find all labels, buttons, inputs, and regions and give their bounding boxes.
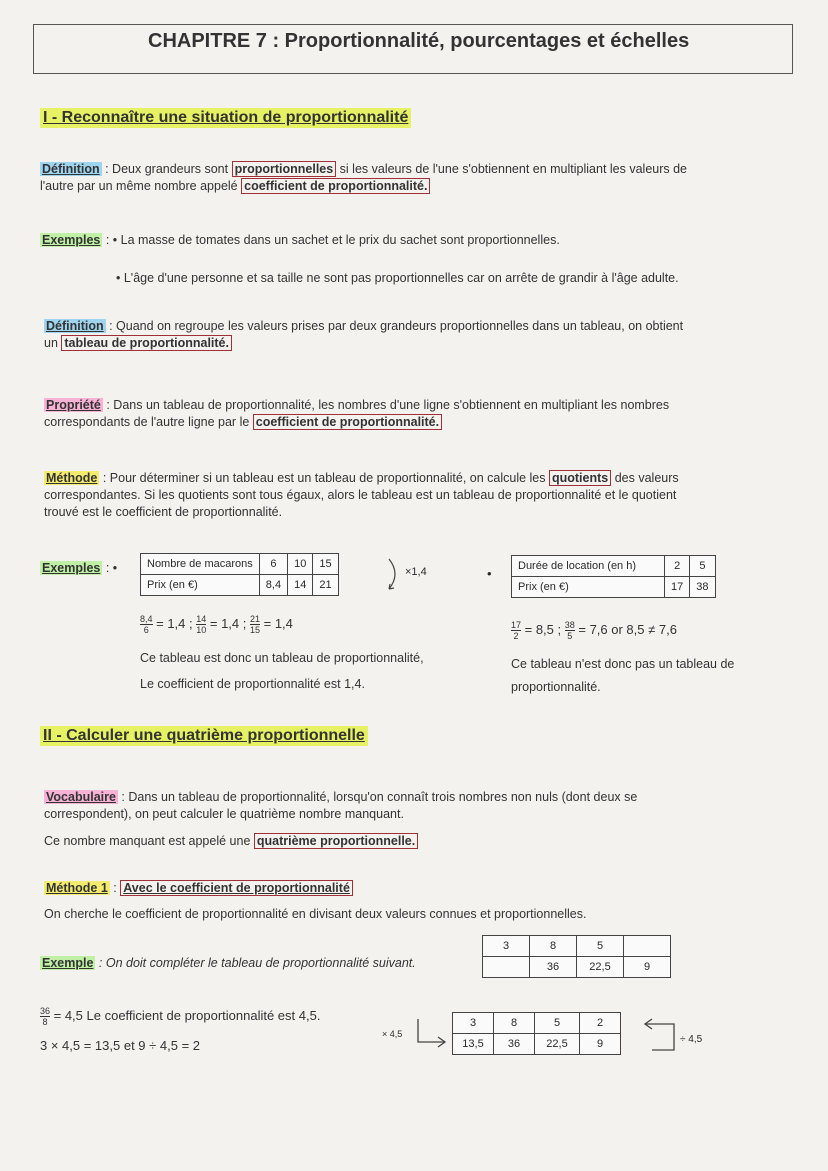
table-cell: [483, 957, 530, 978]
table-cell: 15: [313, 554, 338, 575]
fraction: $\frac{8,4}{6}$: [140, 614, 153, 635]
vocabulary-line-3: Ce nombre manquant est appelé une quatrième proportionnelle.: [44, 833, 418, 850]
conclusion-a-2: Le coefficient de proportionnalité est 1,4.: [140, 677, 365, 691]
table-row: [483, 957, 671, 978]
table-cell: 3: [453, 1013, 494, 1034]
definition-1: Définition : Deux grandeurs sont proportionnelles si les valeurs de l'une s'obtiennent en multipliant les valeurs de l'autre par un même nombre appelé coefficient de proportionnalité.: [40, 162, 688, 193]
table-location: [511, 555, 716, 598]
method-1: Méthode 1 : Avec le coefficient de proportionnalité: [44, 880, 353, 897]
definition-1-label: Définition: [42, 162, 100, 176]
table-cell: 8,4: [259, 575, 287, 596]
table-cell: 22,5: [577, 957, 624, 978]
calc-coefficient: $\frac{36}{8}$ = 4,5 Le coefficient de proportionnalité est 4,5.: [40, 1006, 321, 1027]
fraction: $\frac{38}{5}$: [564, 620, 575, 641]
table-completed: [452, 1012, 621, 1055]
fraction: $\frac{14}{10}$: [196, 614, 207, 635]
table-cell: 8: [494, 1013, 535, 1034]
table-cell: Prix (en €): [141, 575, 260, 596]
table-cell: 2: [665, 556, 690, 577]
property: Propriété : Dans un tableau de proportionnalité, les nombres d'une ligne s'obtiennent en multipliant les nombres correspondants de l'autre ligne par le coefficient de proportionnalité.: [44, 398, 670, 429]
method-1-text: On cherche le coefficient de proportionnalité en divisant deux valeurs connues et proportionnelles.: [44, 907, 587, 921]
method-label: Méthode: [46, 471, 98, 485]
multiplier-label: ×1,4: [405, 566, 427, 578]
examples-2-label: Exemples: [42, 561, 101, 575]
table-cell: Durée de location (en h): [512, 556, 665, 577]
examples-1: Exemples : • La masse de tomates dans un sachet et le prix du sachet sont proportionnelles.: [42, 233, 560, 247]
section-1-heading: I - Reconnaître une situation de proportionnalité: [40, 108, 411, 128]
table-cell: 13,5: [453, 1034, 494, 1055]
bullet-b: •: [487, 566, 492, 581]
conclusion-b-2: proportionnalité.: [511, 680, 601, 694]
table-cell: 3: [483, 936, 530, 957]
table-to-complete: [482, 935, 671, 978]
section-2-heading: II - Calculer une quatrième proportionnelle: [40, 726, 368, 746]
keyword-proportionnelles: proportionnelles: [232, 161, 337, 177]
table-cell: 17: [665, 577, 690, 598]
table-cell: 2: [580, 1013, 621, 1034]
div-label: ÷ 4,5: [680, 1034, 703, 1045]
method-1-label: Méthode 1: [46, 881, 108, 895]
keyword-quotients: quotients: [549, 470, 611, 486]
table-cell: Prix (en €): [512, 577, 665, 598]
definition-2-label: Définition: [46, 319, 104, 333]
table-cell: 8: [530, 936, 577, 957]
table-cell: 5: [690, 556, 715, 577]
vocabulary: Vocabulaire : Dans un tableau de proportionnalité, lorsqu'on connaît trois nombres non nuls (dont deux se correspondent), on peut calculer le quatrième nombre manquant.: [44, 790, 638, 821]
table-cell: Nombre de macarons: [141, 554, 260, 575]
examples-1-bullet-2: • L'âge d'une personne et sa taille ne sont pas proportionnelles car on arrête de grandir à l'âge adulte.: [116, 271, 679, 285]
table-row: [141, 554, 339, 575]
keyword-tableau: tableau de proportionnalité.: [61, 335, 232, 351]
keyword-quatrieme: quatrième proportionnelle.: [254, 833, 418, 849]
table-cell: 10: [288, 554, 313, 575]
fraction: $\frac{17}{2}$: [511, 620, 522, 641]
calc-b: $\frac{17}{2}$ = 8,5 ; $\frac{38}{5}$ = 7,6 or 8,5 ≠ 7,6: [511, 620, 677, 641]
example-3-label: Exemple: [42, 956, 94, 970]
table-cell: 6: [259, 554, 287, 575]
table-cell: 9: [580, 1034, 621, 1055]
example-3: Exemple : On doit compléter le tableau de proportionnalité suivant.: [42, 956, 416, 970]
mul-label: × 4,5: [382, 1029, 403, 1039]
table-macarons: [140, 553, 339, 596]
table-row: [483, 936, 671, 957]
table-cell: 21: [313, 575, 338, 596]
table-cell: 5: [535, 1013, 580, 1034]
table-cell: 36: [494, 1034, 535, 1055]
table-row: [453, 1013, 621, 1034]
fraction: $\frac{36}{8}$: [40, 1006, 51, 1027]
table-row: [453, 1034, 621, 1055]
table-cell: 36: [530, 957, 577, 978]
table-cell: 9: [624, 957, 671, 978]
table-row: [141, 575, 339, 596]
arrow-down-icon: [414, 1016, 450, 1050]
table-cell: 22,5: [535, 1034, 580, 1055]
property-label: Propriété: [46, 398, 101, 412]
table-cell: 5: [577, 936, 624, 957]
keyword-coefficient: coefficient de proportionnalité.: [241, 178, 430, 194]
examples-1-label: Exemples: [42, 233, 101, 247]
chapter-title: CHAPITRE 7 : Proportionnalité, pourcentages et échelles: [148, 30, 690, 52]
calc-a: $\frac{8,4}{6}$ = 1,4 ; $\frac{14}{10}$ = 1,4 ; $\frac{21}{15}$ = 1,4: [140, 614, 293, 635]
arrow-up-icon: [642, 1016, 678, 1056]
table-cell: [624, 936, 671, 957]
calc-missing: 3 × 4,5 = 13,5 et 9 ÷ 4,5 = 2: [40, 1038, 201, 1053]
table-cell: 38: [690, 577, 715, 598]
conclusion-a-1: Ce tableau est donc un tableau de proportionnalité,: [140, 651, 424, 665]
bracket-arrow-icon: [387, 556, 407, 592]
table-row: [512, 577, 716, 598]
table-cell: 14: [288, 575, 313, 596]
method-1-title: Avec le coefficient de proportionnalité: [120, 880, 353, 896]
definition-2: Définition : Quand on regroupe les valeurs prises par deux grandeurs proportionnelles dans un tableau, on obtient un tableau de proportionnalité.: [44, 319, 684, 350]
keyword-coefficient-2: coefficient de proportionnalité.: [253, 414, 442, 430]
method: Méthode : Pour déterminer si un tableau est un tableau de proportionnalité, on calcule les quotients des valeurs correspondantes. Si les quotients sont tous égaux, alors le tableau est un tableau de proportionnalité et le quotient trouvé est le coefficient de proportionnalité.: [44, 471, 679, 519]
table-row: [512, 556, 716, 577]
fraction: $\frac{21}{15}$: [250, 614, 261, 635]
conclusion-b-1: Ce tableau n'est donc pas un tableau de: [511, 657, 735, 671]
vocabulary-label: Vocabulaire: [46, 790, 116, 804]
examples-2-label-line: Exemples : •: [42, 561, 118, 575]
